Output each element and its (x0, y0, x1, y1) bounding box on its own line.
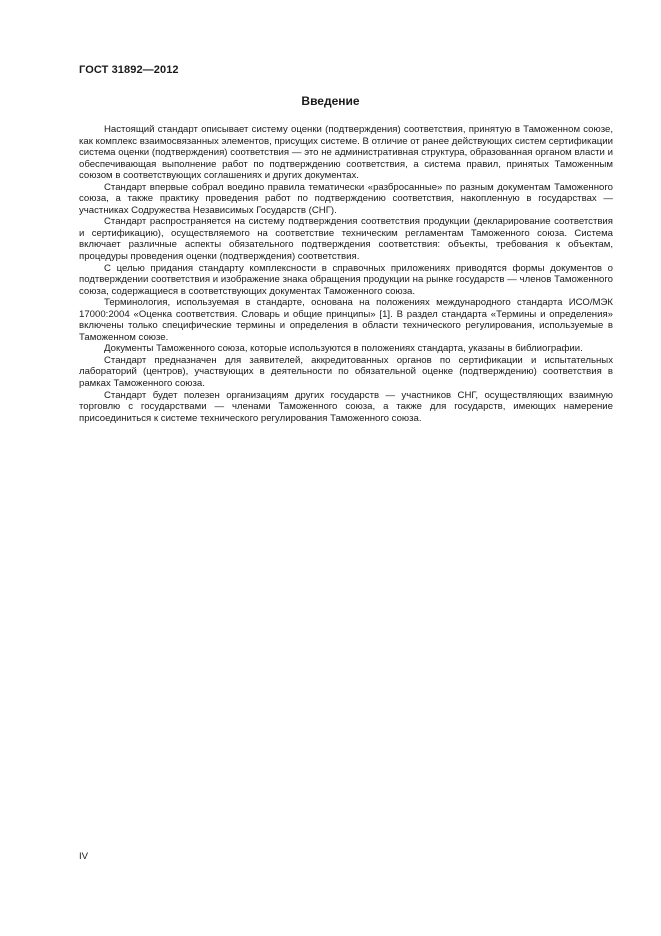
page-number: IV (79, 851, 89, 862)
paragraph: Стандарт впервые собрал воедино правила тематически «разбросанные» по разным документам Таможенного союза, а также практику проведения работ по подтверждению соответствия, накопленную в государствах — участниках Содружества Независимых Государств (СНГ). (79, 181, 613, 216)
paragraph: Документы Таможенного союза, которые используются в положениях стандарта, указаны в библиографии. (104, 343, 583, 355)
paragraph: Стандарт будет полезен организациям других государств — участников СНГ, осуществляющих взаимную торговлю с государствами — членами Таможенного союза, а также для государств, имеющих намерение присоединиться к системе технического регулирования Таможенного союза. (79, 389, 613, 424)
section-title: Введение (301, 94, 360, 108)
introduction-body (79, 124, 613, 424)
paragraph: Стандарт предназначен для заявителей, аккредитованных органов по сертификации и испытательных лабораторий (центров), участвующих в деятельности по обязательной оценке (подтверждению) соответствия в рамках Таможенного союза. (79, 354, 613, 390)
paragraph: С целью придания стандарту комплексности в справочных приложениях приводятся формы документов о подтверждении соответствия и изображение знака обращения продукции на рынке государств — членов Таможенного союза, содержащиеся в соответствующих документах Таможенного союза. (79, 262, 613, 297)
paragraph: Стандарт распространяется на систему подтверждения соответствия продукции (декларирование соответствия и сертификацию), осуществляемого на соответствие техническим регламентам Таможенного союза. Система включает различные аспекты обязательного подтверждения соответствия: объекты, требования к объектам, процедуры проведения оценки (подтверждения) соответствия. (79, 216, 613, 263)
paragraph: Настоящий стандарт описывает систему оценки (подтверждения) соответствия, принятую в Таможенном союзе, как комплекс взаимосвязанных элементов, присущих системе. В отличие от ранее действующих систем сертификации система оценки (подтверждения) соответствия — это не административная структура, образованная органом власти и обеспечивающая выполнение работ по подтверждению соответствия, а система правил, принятых Таможенным союзом в соответствующих соглашениях и других документах. (79, 124, 613, 182)
document-header-standard-id: ГОСТ 31892—2012 (79, 64, 179, 76)
paragraph: Терминология, используемая в стандарте, основана на положениях международного стандарта ИСО/МЭК 17000:2004 «Оценка соответствия. Словарь и общие принципы» [1]. В раздел стандарта «Термины и определения» включены только специфические термины и определения в области технического регулирования, используемые в Таможенном союзе. (79, 297, 613, 343)
